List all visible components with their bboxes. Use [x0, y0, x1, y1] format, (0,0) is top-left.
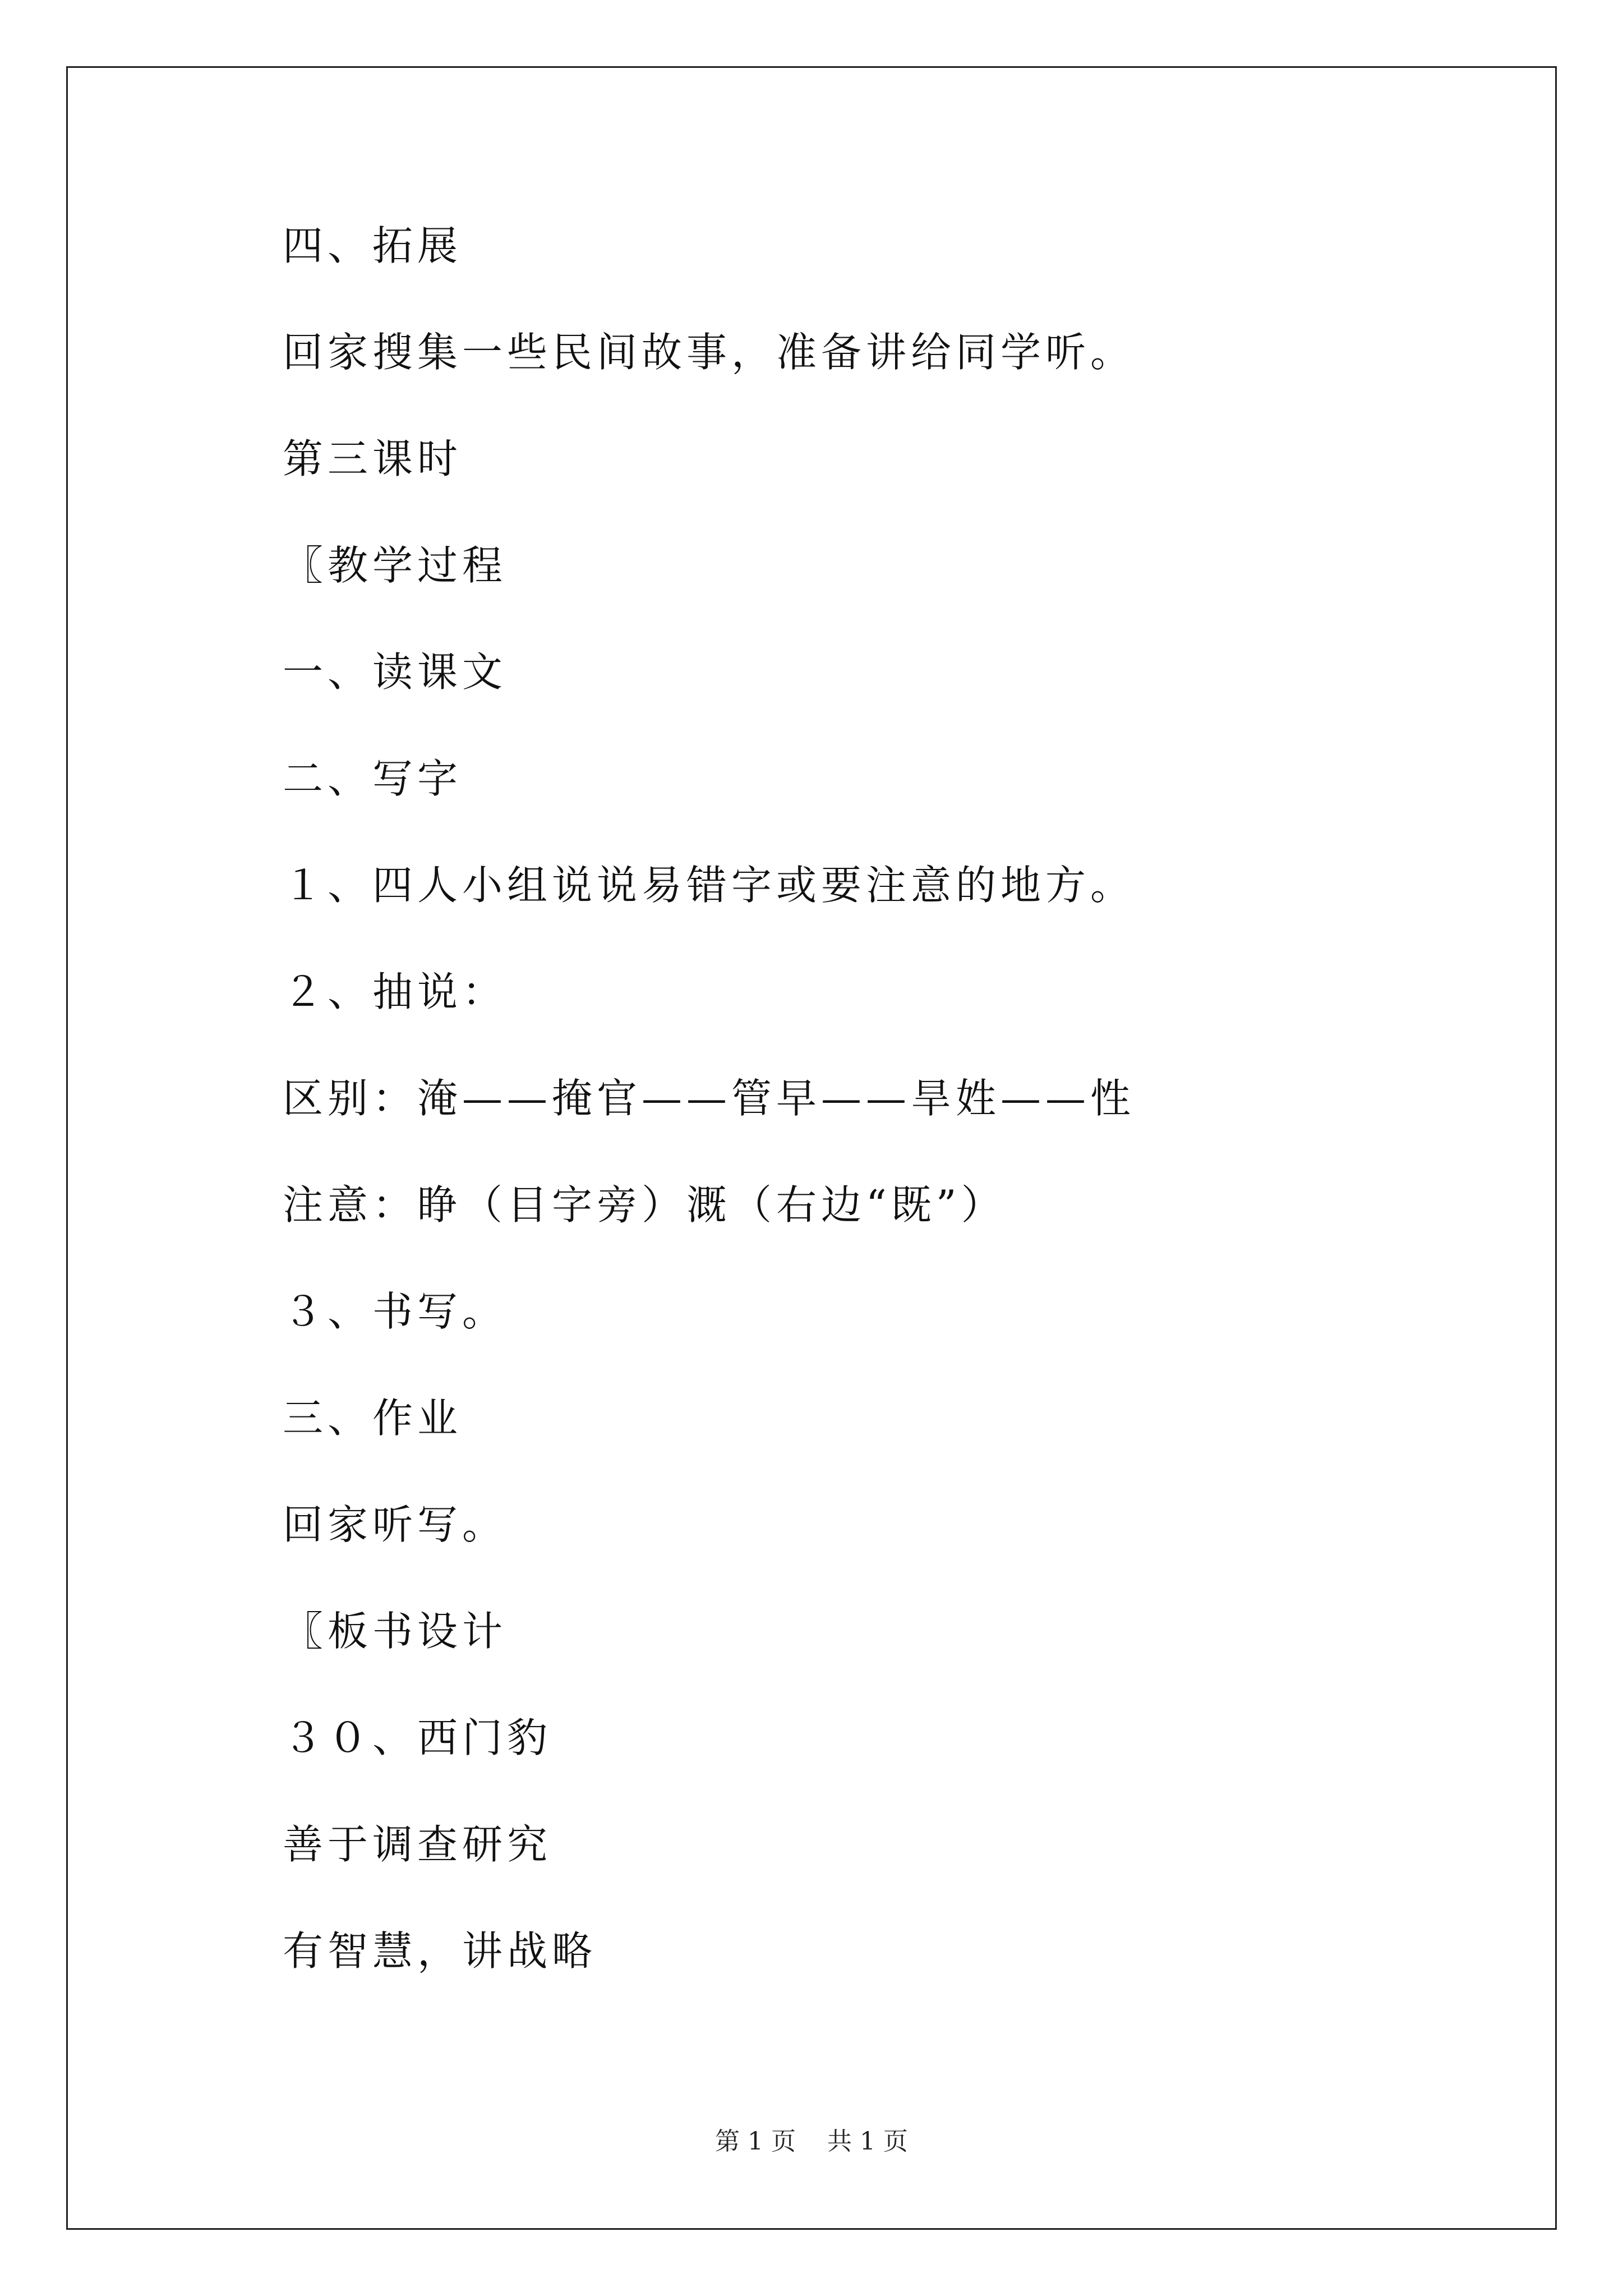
lesson-heading-third-period: 第三课时 — [283, 435, 463, 482]
list-item-group-discussion: １、四人小组说说易错字或要注意的地方。 — [283, 862, 1136, 909]
step-read-text: 一、读课文 — [283, 648, 508, 696]
paragraph-dictation-at-home: 回家听写。 — [283, 1501, 508, 1548]
blackboard-point-wisdom: 有智慧，讲战略 — [283, 1927, 597, 1975]
heading-blackboard-design: 〖板书设计 — [283, 1608, 508, 1655]
paragraph-attention-notes: 注意：睁（目字旁）溉（右边“既”） — [283, 1181, 1006, 1228]
page-number-footer: 第 1 页 共 1 页 — [715, 2127, 908, 2156]
step-write-characters: 二、写字 — [283, 755, 463, 802]
blackboard-title: ３０、西门豹 — [283, 1714, 552, 1761]
step-homework: 三、作业 — [283, 1395, 463, 1442]
heading-teaching-process: 〖教学过程 — [283, 542, 508, 589]
list-item-writing: ３、书写。 — [283, 1288, 508, 1335]
paragraph-collect-stories: 回家搜集一些民间故事，准备讲给同学听。 — [283, 329, 1136, 376]
list-item-spot-check: ２、抽说： — [283, 968, 508, 1015]
blackboard-point-investigation: 善于调查研究 — [283, 1821, 552, 1868]
page-border — [66, 66, 1557, 2230]
section-heading-extension: 四、拓展 — [283, 222, 463, 269]
paragraph-distinguish-characters: 区别：淹——掩官——管早——旱姓——性 — [283, 1075, 1136, 1122]
